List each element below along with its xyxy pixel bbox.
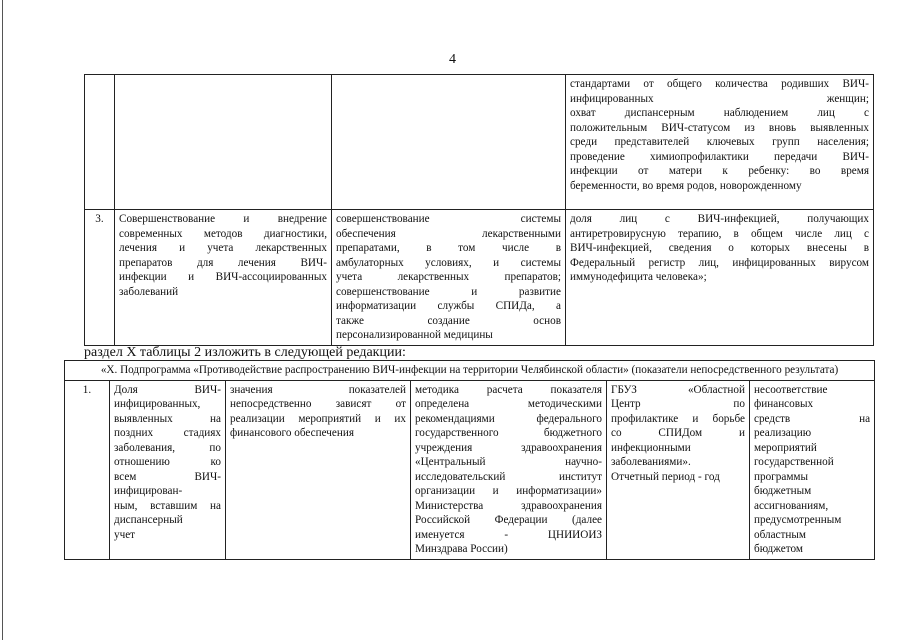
- cell-line: несоответствие: [754, 383, 828, 396]
- cell-line: также создание основ: [336, 314, 561, 327]
- cell-line: реализацию: [754, 427, 812, 439]
- cell-line: непосредственно зависят от: [230, 398, 406, 410]
- cell-line: Министерства здравоохранения: [415, 499, 602, 512]
- cell-line: современных методов диагностики,: [119, 227, 327, 240]
- cell-line: совершенствование и развитие: [336, 285, 561, 298]
- cell-line: Минздрава России): [415, 543, 508, 555]
- cell-line: ассигнованиям,: [754, 499, 829, 512]
- cell-line: совершенствование системы: [336, 213, 561, 225]
- cell-line: беременности, во время родов, новорожденному: [570, 179, 802, 192]
- cell-line: финансовых: [754, 398, 814, 410]
- cell-line: значения показателей: [230, 383, 406, 396]
- direction-cell: [332, 210, 566, 346]
- cell-line: заболевания, по: [114, 441, 221, 454]
- cell-line: бюджетом: [754, 543, 803, 555]
- cell-line: Центр по: [611, 398, 745, 410]
- cell-line: мероприятий: [754, 441, 817, 454]
- cell-line: учет: [114, 528, 136, 541]
- cell-line: профилактике и борьбе: [611, 412, 745, 425]
- cell-line: государственного бюджетного: [415, 427, 602, 439]
- cell-line: инфекции и ВИЧ-ассоциированных: [119, 271, 327, 283]
- cell-line: областным: [754, 528, 806, 541]
- method-cell: [411, 380, 607, 559]
- cell-line: всем ВИЧ-: [114, 470, 221, 483]
- row-number: 3.: [85, 210, 115, 346]
- cell-line: инфекции от матери к ребенку: во время: [570, 165, 869, 177]
- cell-line: методика расчета показателя: [415, 383, 602, 396]
- cell-line: амбулаторных условиях, и системы: [336, 256, 561, 269]
- cell-line: рекомендациями федерального: [415, 412, 602, 425]
- cell-line: государственной: [754, 456, 834, 468]
- cell-line: проведение химиопрофилактики передачи ВИЧ-: [570, 150, 869, 163]
- cell-line: ВИЧ-инфекцией, сведения о которых внесены в: [570, 242, 869, 254]
- indicators-cell: [566, 210, 874, 346]
- direction-cell: [332, 75, 566, 210]
- table-row: [85, 210, 874, 346]
- indicators-cell: [566, 75, 874, 210]
- cell-line: препаратами, в том числе в: [336, 242, 561, 254]
- source-cell: [607, 380, 750, 559]
- cell-line: Доля ВИЧ-: [114, 383, 221, 396]
- cell-line: ГБУЗ «Областной: [611, 383, 745, 396]
- table-row: [65, 380, 875, 559]
- cell-line: Совершенствование и внедрение: [119, 213, 327, 225]
- cell-line: среди представителей ключевых групп населения;: [570, 136, 869, 148]
- cell-line: учета лекарственных препаратов;: [336, 271, 561, 283]
- cell-line: инфицированных,: [114, 398, 201, 410]
- cell-line: финансового обеспечения: [230, 427, 354, 439]
- cell-line: предусмотренным: [754, 514, 842, 526]
- cell-line: персонализированной медицины: [336, 329, 493, 341]
- subprogram-table: [64, 360, 875, 560]
- cell-line: программы: [754, 470, 808, 483]
- cell-line: обеспечения лекарственными: [336, 227, 561, 240]
- cell-line: диспансерный: [114, 514, 183, 526]
- cell-line: Федеральный регистр лиц, инфицированных вирусом: [570, 256, 869, 269]
- cell-line: организации и информатизации»: [415, 485, 602, 497]
- dependence-cell: [226, 380, 411, 559]
- cell-line: бюджетным: [754, 485, 812, 497]
- table-row: [85, 75, 874, 210]
- page-edge-line: [2, 0, 3, 640]
- table-title-row: [65, 361, 875, 381]
- cell-line: Отчетный период - год: [611, 470, 720, 483]
- program-table-continuation: [84, 74, 874, 346]
- cell-line: средств на: [754, 412, 871, 425]
- risk-cell: [750, 380, 875, 559]
- cell-line: со СПИДом и: [611, 427, 745, 439]
- cell-line: иммунодефицита человека»;: [570, 271, 707, 283]
- cell-line: Российской Федерации (далее: [415, 514, 602, 526]
- task-cell: [115, 75, 332, 210]
- cell-line: «Центральный научно-: [415, 456, 602, 468]
- cell-line: охват диспансерным наблюдением лиц с: [570, 107, 869, 119]
- cell-line: положительным ВИЧ-статусом из вновь выявленных: [570, 121, 869, 134]
- task-cell: [115, 210, 332, 346]
- cell-line: учреждения здравоохранения: [415, 441, 602, 454]
- cell-line: стандартами от общего количества родивших ВИЧ-: [570, 78, 869, 90]
- cell-line: заболеваний: [119, 285, 179, 298]
- cell-line: препаратов для лечения ВИЧ-: [119, 256, 327, 269]
- page-number: 4: [449, 52, 456, 67]
- cell-line: лечения и учета лекарственных: [119, 242, 327, 254]
- cell-line: реализации мероприятий и их: [230, 412, 406, 425]
- subprogram-title: «X. Подпрограмма «Противодействие распространению ВИЧ-инфекции на территории Челябинской области» (показатели непосредственного результата): [65, 361, 875, 381]
- cell-line: исследовательский институт: [415, 470, 602, 483]
- cell-line: поздних стадиях: [114, 427, 221, 439]
- cell-line: доля лиц с ВИЧ-инфекцией, получающих: [570, 213, 869, 225]
- row-number: 1.: [65, 380, 110, 559]
- cell-line: антиретровирусную терапию, в общем числе лиц с: [570, 227, 869, 240]
- cell-line: инфицированных женщин;: [570, 92, 869, 105]
- cell-line: именуется - ЦНИИОИЗ: [415, 528, 602, 541]
- cell-line: инфекционными: [611, 441, 691, 454]
- row-number: [85, 75, 115, 210]
- cell-line: заболеваниями».: [611, 456, 691, 468]
- cell-line: выявленных на: [114, 412, 221, 425]
- indicator-cell: [110, 380, 226, 559]
- cell-line: определена методическими: [415, 398, 602, 410]
- cell-line: информатизации службы СПИДа, а: [336, 300, 561, 312]
- cell-line: инфицирован-: [114, 485, 183, 497]
- section-heading: раздел X таблицы 2 изложить в следующей редакции:: [84, 345, 406, 360]
- cell-line: ным, вставшим на: [114, 499, 221, 512]
- cell-line: отношению ко: [114, 456, 221, 468]
